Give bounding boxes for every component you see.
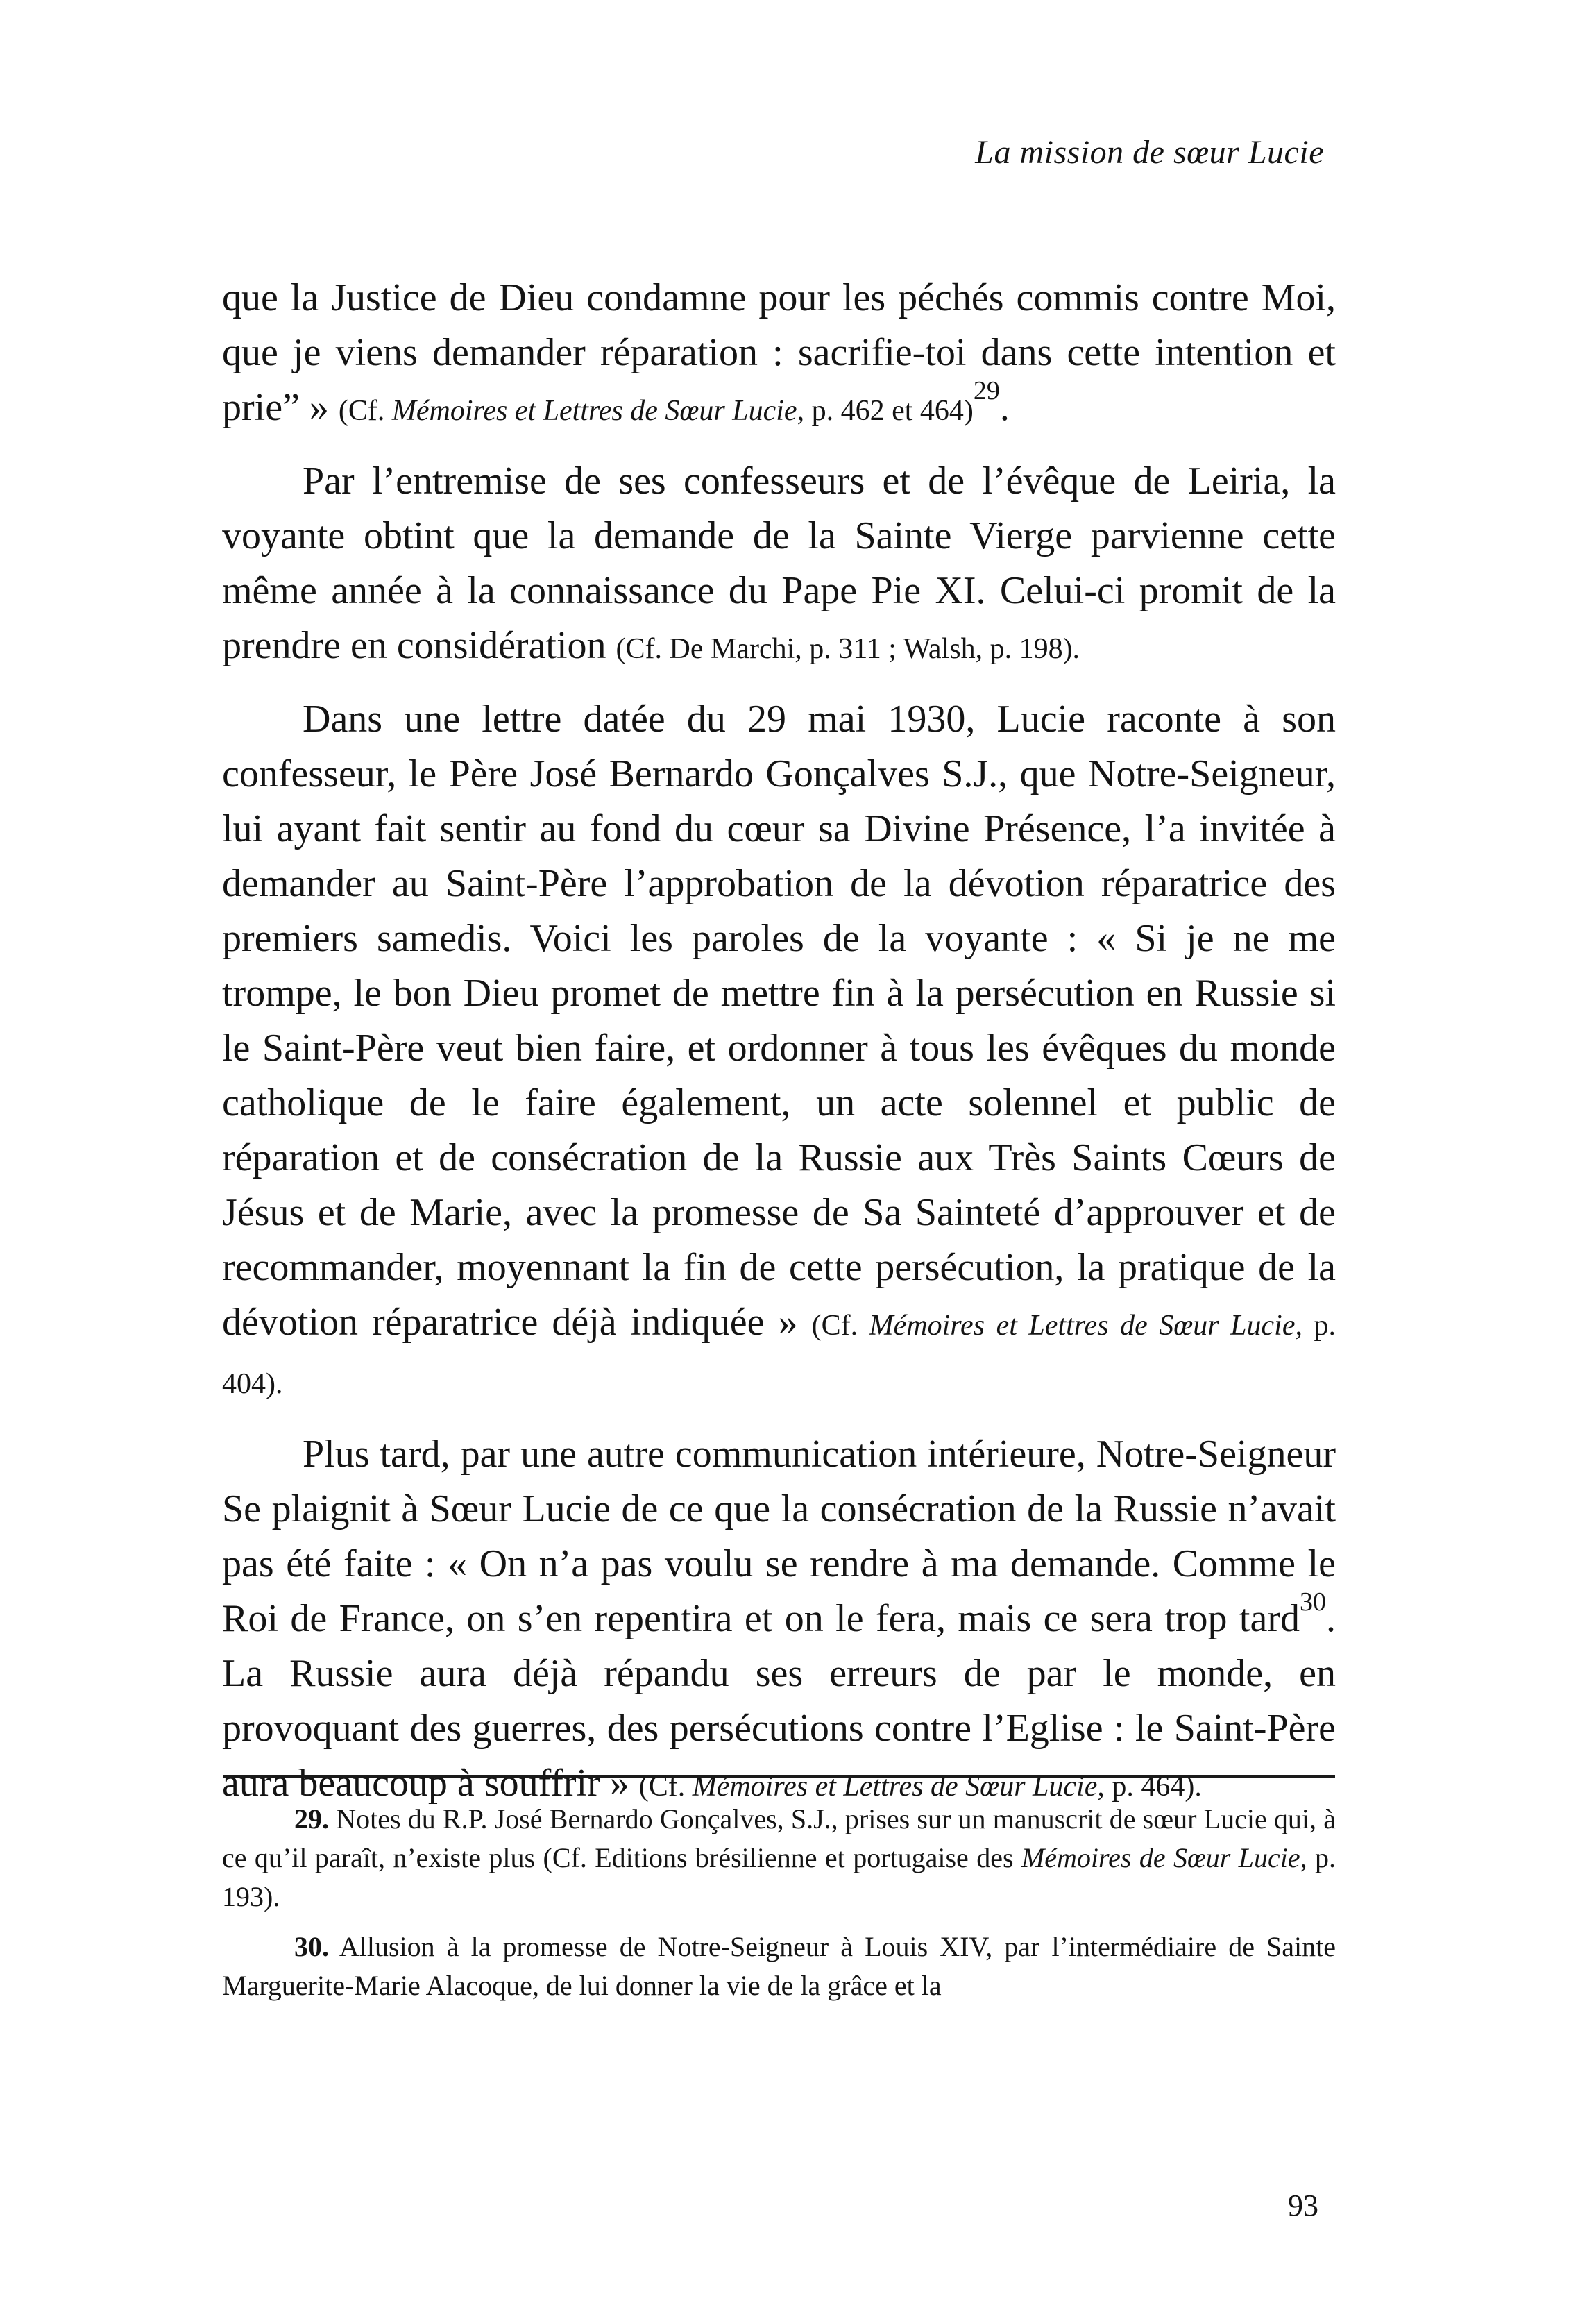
footnote-ref-30[interactable]: 30: [1300, 1587, 1326, 1617]
citation-4-suffix: , p. 464).: [1097, 1771, 1202, 1803]
footnote-30: [222, 1927, 1336, 2005]
paragraph-4-text-a: Plus tard, par une autre communication intérieure, Notre-Seigneur Se plaignit à Sœur Lucie de ce que la consécration de la Russie n’avait pas été faite : « On n’a pas voulu se rendre à ma demande. Comme le Roi de France, on s’en repentira et on le fera, mais ce sera trop tard: [222, 1433, 1336, 1640]
paragraph-1: [222, 271, 1336, 439]
footnote-30-text-a: Allusion à la promesse de Notre-Seigneur à Louis XIV, par l’intermédiaire de Sainte Marguerite-Marie Alacoque, de lui donner la vie de la grâce et la: [222, 1931, 1336, 2001]
paragraph-3-text: Dans une lettre datée du 29 mai 1930, Lucie raconte à son confesseur, le Père José Bernardo Gonçalves S.J., que Notre-Seigneur, lui ayant fait sentir au fond du cœur sa Divine Présence, l’a invitée à demander au Saint-Père l’approbation de la dévotion réparatrice des premiers samedis. Voici les paroles de la voyante : « Si je ne me trompe, le bon Dieu promet de mettre fin à la persécution en Russie si le Saint-Père veut bien faire, et ordonner à tous les évêques du monde catholique de le faire également, un acte solennel et public de réparation et de consécration de la Russie aux Très Saints Cœurs de Jésus et de Marie, avec la promesse de Sa Sainteté d’approuver et de recommander, moyennant la fin de cette persécution, la pratique de la dévotion réparatrice déjà indiquée »: [222, 698, 1336, 1344]
paragraph-4-text-b: . La Russie aura déjà répandu ses erreurs de par le monde, en provoquant des guerres, des persécutions contre l’Eglise : le Saint-Père aura beaucoup à souffrir »: [222, 1597, 1336, 1805]
footnote-29: [222, 1800, 1336, 1916]
footnote-29-number: 29.: [294, 1803, 329, 1834]
footnote-29-title: Mémoires de Sœur Lucie: [1021, 1842, 1300, 1873]
paragraph-1-tail: .: [999, 386, 1010, 429]
footnote-29-text-a: Notes du R.P. José Bernardo Gonçalves, S.J., prises sur un manuscrit de sœur Lucie qui, à ce qu’il paraît, n’existe plus (Cf. Editions brésilienne et portugaise des: [222, 1803, 1336, 1873]
running-header: La mission de sœur Lucie: [975, 134, 1324, 171]
citation-3-prefix: (Cf.: [811, 1310, 869, 1342]
footnote-30-number: 30.: [294, 1931, 329, 1962]
main-text: [222, 271, 1336, 1830]
citation-4-title: Mémoires et Lettres de Sœur Lucie: [692, 1771, 1098, 1803]
citation-2: (Cf. De Marchi, p. 311 ; Walsh, p. 198).: [616, 633, 1080, 665]
paragraph-3: [222, 692, 1336, 1412]
footnote-separator: [223, 1775, 1335, 1778]
citation-1-prefix: (Cf.: [338, 395, 392, 427]
citation-1-title: Mémoires et Lettres de Sœur Lucie: [391, 395, 797, 427]
paragraph-2-text: Par l’entremise de ses confesseurs et de l’évêque de Leiria, la voyante obtint que la demande de la Sainte Vierge parvienne cette même année à la connaissance du Pape Pie XI. Celui-ci promit de la prendre en considération: [222, 459, 1336, 667]
paragraph-4: [222, 1427, 1336, 1814]
footnote-ref-29[interactable]: 29: [973, 376, 1000, 405]
citation-4-prefix: (Cf.: [638, 1771, 693, 1803]
paragraph-2: [222, 454, 1336, 677]
footnotes: [222, 1800, 1336, 2016]
footnote-29-text-b: , p. 193).: [222, 1842, 1336, 1912]
citation-1: [339, 395, 974, 427]
paragraph-1-text: que la Justice de Dieu condamne pour les péchés commis contre Moi, que je viens demander réparation : sacrifie-toi dans cette intention et prie” »: [222, 276, 1336, 429]
citation-3-title: Mémoires et Lettres de Sœur Lucie: [869, 1310, 1296, 1342]
citation-1-suffix: , p. 462 et 464): [797, 395, 974, 427]
page-number: 93: [1288, 2188, 1318, 2222]
citation-3-suffix: , p. 404).: [222, 1310, 1336, 1400]
